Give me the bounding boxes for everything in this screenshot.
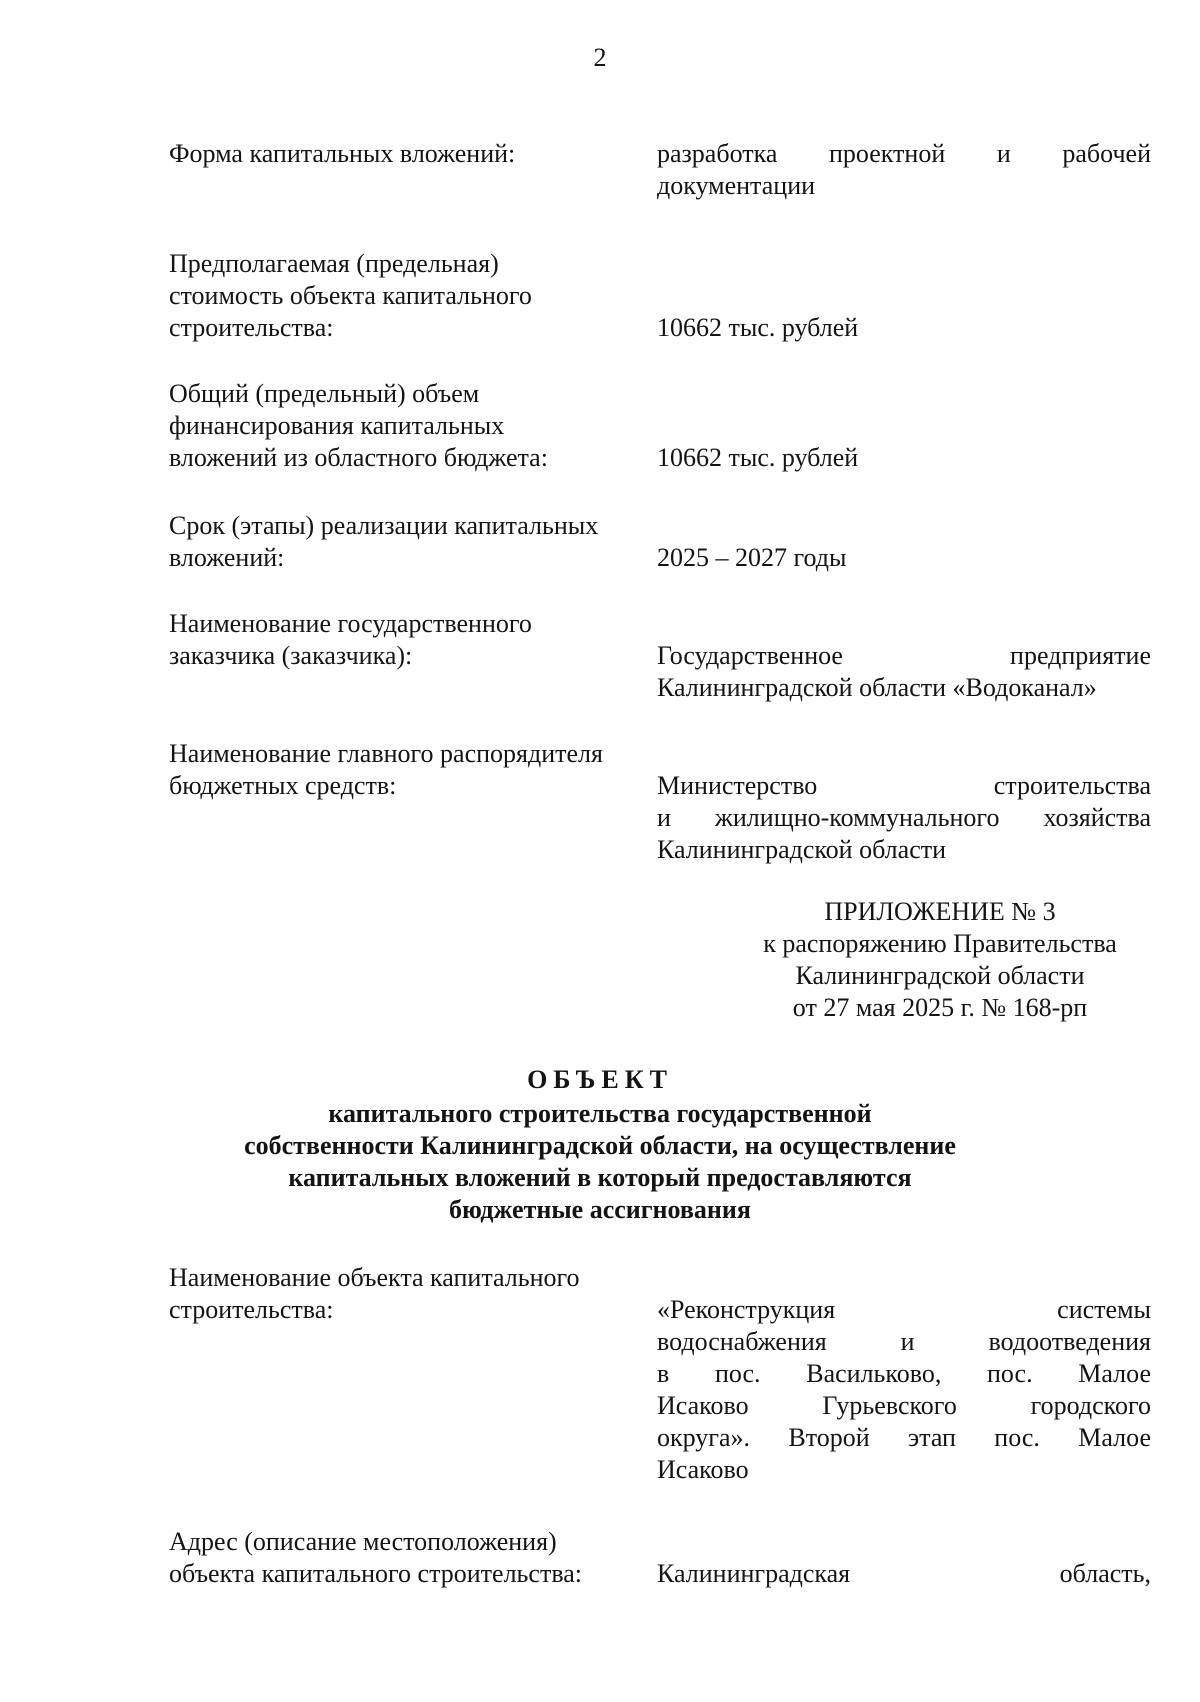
annex-block <box>720 896 1160 1024</box>
annex-title: ПРИЛОЖЕНИЕ № 3 <box>824 897 1056 926</box>
annex-line: от 27 мая 2025 г. № 168-рп <box>792 993 1088 1022</box>
field-label: Наименование государственного заказчика (заказчика): <box>169 609 532 670</box>
field-label: Адрес (описание местоположения) объекта капитального строительства: <box>169 1527 583 1588</box>
annex-line: Калининградской области <box>795 961 1085 990</box>
field-value: 2025 – 2027 годы <box>657 543 847 572</box>
page-number: 2 <box>593 43 607 72</box>
annex-line: к распоряжению Правительства <box>763 929 1117 958</box>
object-title: ОБЪЕКТ <box>527 1065 673 1094</box>
field-label: Общий (предельный) объем финансирования капитальных вложений из областного бюджета: <box>169 379 548 472</box>
field-value: 10662 тыс. рублей <box>657 313 859 342</box>
field-label: Форма капитальных вложений: <box>169 139 516 168</box>
field-value: «Реконструкция системы водоснабжения и водоотведения в пос. Васильково, пос. Малое Исаково Гурьевского городского округа». Второй этап пос. Малое Исаково <box>657 1295 1151 1484</box>
field-value: Министерство строительства и жилищно-коммунального хозяйства Калининградской области <box>657 771 1151 864</box>
field-value: Государственное предприятие Калининградской области «Водоканал» <box>657 641 1151 702</box>
field-value: 10662 тыс. рублей <box>657 443 859 472</box>
justify-text: разработка проектной и рабочей <box>657 139 1151 168</box>
field-value: разработка проектной и рабочей документации <box>657 139 1151 200</box>
field-label: Предполагаемая (предельная) стоимость объекта капитального строительства: <box>169 249 532 342</box>
field-value: Калининградская область, <box>657 1559 1151 1588</box>
field-label: Наименование объекта капитального строительства: <box>169 1263 580 1324</box>
field-label: Срок (этапы) реализации капитальных вложений: <box>169 511 599 572</box>
object-subtitle: капитального строительства государственной собственности Калининградской области, на осуществление капитальных вложений в который предоставляются бюджетные ассигнования <box>244 1099 956 1224</box>
field-label: Наименование главного распорядителя бюджетных средств: <box>169 739 603 800</box>
